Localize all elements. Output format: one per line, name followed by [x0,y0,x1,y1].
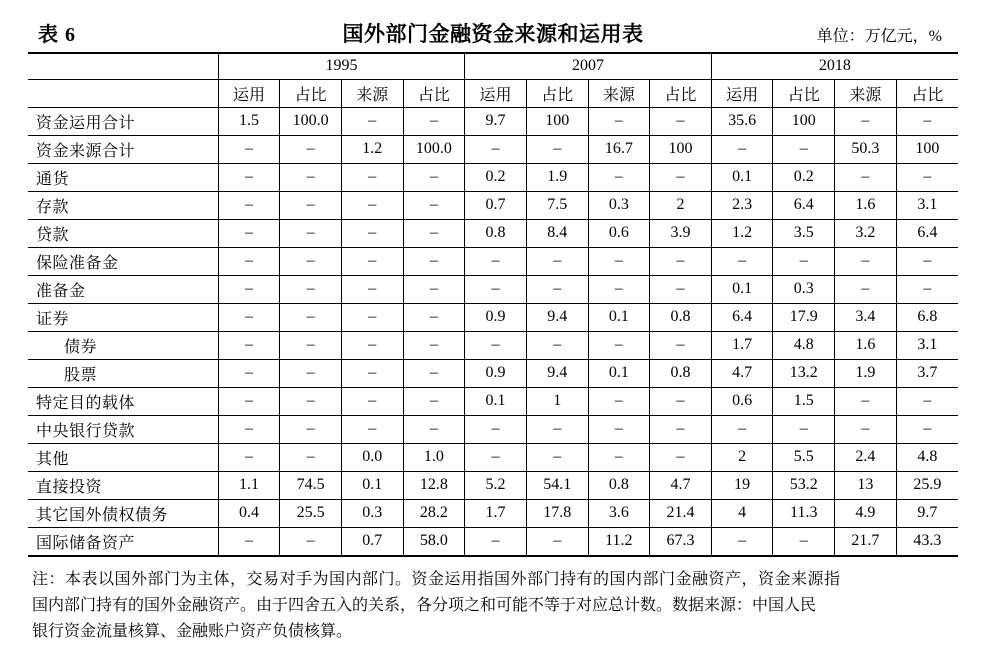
note-line-2: 国内部门持有的国外金融资产。由于四舍五入的关系，各分项之和可能不等于对应总计数。数据来源：中国人民 [32,596,817,614]
row-label: 国际储备资产 [28,527,218,556]
table-row [28,303,958,331]
table-cell: 0.1 [588,359,650,387]
table-cell: – [711,527,773,556]
table-cell: 4 [711,499,773,527]
table-cell: 13.2 [773,359,835,387]
table-cell: 0.6 [711,387,773,415]
table-cell: – [711,247,773,275]
year-group-1995: 1995 [218,53,465,79]
table-cell: 0.7 [465,191,527,219]
table-cell: 2 [711,443,773,471]
table-cell: – [280,191,342,219]
table-cell: – [588,387,650,415]
table-cell: 35.6 [711,107,773,135]
table-cell: – [773,415,835,443]
table-cell: 0.1 [711,275,773,303]
table-cell: 1.2 [341,135,403,163]
table-cell: – [650,107,712,135]
table-cell: 28.2 [403,499,465,527]
table-cell: 0.4 [218,499,280,527]
table-cell: – [588,163,650,191]
table-cell: – [218,331,280,359]
row-label: 其它国外债权债务 [28,499,218,527]
table-cell: – [588,247,650,275]
table-cell: 3.6 [588,499,650,527]
table-cell: – [465,275,527,303]
table-cell: 6.4 [773,191,835,219]
table-cell: 4.8 [896,443,958,471]
table-cell: 6.8 [896,303,958,331]
table-cell: 0.3 [588,191,650,219]
table-cell: 0.3 [773,275,835,303]
table-cell: 9.4 [526,359,588,387]
table-cell: – [403,247,465,275]
table-cell: – [403,415,465,443]
table-cell: – [465,443,527,471]
table-cell: 21.7 [835,527,897,556]
table-cell: – [650,163,712,191]
col-1995-source: 来源 [341,79,403,107]
col-2007-use-pct: 占比 [526,79,588,107]
table-cell: – [403,359,465,387]
table-cell: – [711,415,773,443]
table-cell: 3.1 [896,331,958,359]
table-cell: – [773,247,835,275]
row-label: 其他 [28,443,218,471]
table-cell: – [218,387,280,415]
table-row [28,415,958,443]
table-cell: – [341,359,403,387]
row-label: 债券 [28,331,218,359]
table-cell: – [218,303,280,331]
table-row [28,219,958,247]
table-cell: 1.7 [711,331,773,359]
table-cell: – [650,443,712,471]
table-cell: – [280,359,342,387]
row-label: 特定目的载体 [28,387,218,415]
table-cell: – [403,191,465,219]
table-row [28,359,958,387]
col-1995-use-pct: 占比 [280,79,342,107]
col-2018-use: 运用 [711,79,773,107]
table-cell: 100 [650,135,712,163]
financial-table [28,52,958,557]
table-body [28,107,958,556]
table-cell: – [835,275,897,303]
table-cell: 2.3 [711,191,773,219]
table-cell: 0.6 [588,219,650,247]
table-cell: – [341,387,403,415]
table-cell: 53.2 [773,471,835,499]
table-cell: 9.7 [465,107,527,135]
table-cell: 21.4 [650,499,712,527]
table-cell: – [526,527,588,556]
table-cell: – [280,527,342,556]
year-group-2007: 2007 [465,53,712,79]
col-2007-source-pct: 占比 [650,79,712,107]
table-cell: 67.3 [650,527,712,556]
table-cell: – [218,163,280,191]
table-cell: – [650,247,712,275]
table-number: 表 6 [38,24,76,46]
table-cell: 0.9 [465,303,527,331]
table-cell: 0.0 [341,443,403,471]
table-cell: – [403,303,465,331]
table-cell: 74.5 [280,471,342,499]
table-cell: – [341,163,403,191]
table-cell: 0.1 [588,303,650,331]
year-group-header-row [28,53,958,79]
table-cell: 1.7 [465,499,527,527]
table-cell: 58.0 [403,527,465,556]
table-cell: – [280,247,342,275]
row-label: 资金来源合计 [28,135,218,163]
table-cell: – [218,275,280,303]
table-cell: 17.8 [526,499,588,527]
table-cell: 0.1 [711,163,773,191]
table-cell: – [218,219,280,247]
table-cell: – [588,443,650,471]
row-label: 通货 [28,163,218,191]
table-cell: – [280,387,342,415]
row-label: 准备金 [28,275,218,303]
table-cell: – [280,443,342,471]
table-cell: 0.1 [465,387,527,415]
table-header-row [28,18,958,52]
row-label: 贷款 [28,219,218,247]
row-label: 保险准备金 [28,247,218,275]
table-cell: – [465,415,527,443]
table-cell: 1.9 [526,163,588,191]
corner-cell [28,53,218,79]
table-cell: 3.9 [650,219,712,247]
col-2018-use-pct: 占比 [773,79,835,107]
table-cell: 11.3 [773,499,835,527]
table-cell: 16.7 [588,135,650,163]
table-cell: 50.3 [835,135,897,163]
table-cell: – [280,275,342,303]
table-cell: 5.5 [773,443,835,471]
table-cell: – [465,247,527,275]
table-cell: – [218,527,280,556]
table-row [28,275,958,303]
table-cell: – [588,331,650,359]
table-cell: 0.8 [465,219,527,247]
table-cell: – [896,163,958,191]
table-cell: – [465,527,527,556]
table-row [28,135,958,163]
table-cell: – [773,135,835,163]
table-cell: – [835,163,897,191]
table-cell: – [465,135,527,163]
table-row [28,443,958,471]
year-group-2018: 2018 [711,53,958,79]
note-line-3: 银行资金流量核算、金融账户资产负债核算。 [32,623,353,641]
table-cell: 100.0 [280,107,342,135]
table-row [28,107,958,135]
table-cell: – [650,415,712,443]
table-cell: – [341,415,403,443]
table-cell: – [896,247,958,275]
table-cell: 0.8 [588,471,650,499]
table-cell: – [218,135,280,163]
table-cell: 19 [711,471,773,499]
col-2007-source: 来源 [588,79,650,107]
table-row [28,191,958,219]
table-cell: – [218,359,280,387]
table-row [28,499,958,527]
table-cell: 1.0 [403,443,465,471]
table-cell: 3.2 [835,219,897,247]
table-cell: 100.0 [403,135,465,163]
table-cell: 17.9 [773,303,835,331]
table-cell: – [835,387,897,415]
table-cell: 0.8 [650,303,712,331]
corner-cell-2 [28,79,218,107]
table-cell: 9.7 [896,499,958,527]
table-cell: – [280,331,342,359]
table-cell: – [896,107,958,135]
table-cell: – [588,275,650,303]
table-cell: 25.5 [280,499,342,527]
unit-label: 单位：万亿元，% [816,28,942,45]
table-cell: – [835,107,897,135]
table-row [28,247,958,275]
table-cell: 4.9 [835,499,897,527]
col-2018-source-pct: 占比 [896,79,958,107]
table-cell: – [403,275,465,303]
table-cell: – [280,135,342,163]
table-cell: – [650,387,712,415]
table-cell: 43.3 [896,527,958,556]
table-cell: 0.8 [650,359,712,387]
table-cell: – [403,331,465,359]
table-row [28,387,958,415]
table-cell: – [896,387,958,415]
table-cell: 13 [835,471,897,499]
table-cell: 1 [526,387,588,415]
table-cell: – [341,107,403,135]
table-cell: 1.6 [835,331,897,359]
table-cell: 2 [650,191,712,219]
table-cell: 11.2 [588,527,650,556]
table-cell: – [526,247,588,275]
table-cell: – [403,387,465,415]
table-cell: – [403,219,465,247]
table-cell: 4.8 [773,331,835,359]
table-cell: 8.4 [526,219,588,247]
table-cell: 100 [773,107,835,135]
table-cell: – [403,107,465,135]
row-label: 存款 [28,191,218,219]
page-title: 国外部门金融资金来源和运用表 [342,22,644,46]
row-label: 资金运用合计 [28,107,218,135]
table-cell: – [650,331,712,359]
table-cell: – [218,443,280,471]
table-cell: – [588,415,650,443]
table-cell: 1.5 [218,107,280,135]
table-cell: 100 [526,107,588,135]
table-cell: – [341,219,403,247]
table-cell: – [896,415,958,443]
table-cell: 1.5 [773,387,835,415]
col-1995-use: 运用 [218,79,280,107]
row-label: 股票 [28,359,218,387]
table-cell: – [218,191,280,219]
table-row [28,471,958,499]
table-cell: – [526,415,588,443]
table-cell: 0.9 [465,359,527,387]
table-cell: 0.7 [341,527,403,556]
table-cell: – [773,527,835,556]
table-cell: 0.3 [341,499,403,527]
table-cell: 3.7 [896,359,958,387]
table-cell: – [835,415,897,443]
row-label: 中央银行贷款 [28,415,218,443]
table-row [28,527,958,556]
table-cell: – [650,275,712,303]
table-cell: 25.9 [896,471,958,499]
table-cell: 7.5 [526,191,588,219]
table-cell: – [341,247,403,275]
table-cell: 3.4 [835,303,897,331]
table-cell: – [465,331,527,359]
table-row [28,331,958,359]
table-cell: 12.8 [403,471,465,499]
table-cell: 3.5 [773,219,835,247]
table-cell: – [588,107,650,135]
table-cell: – [526,331,588,359]
table-cell: – [526,135,588,163]
note-line-1: 注：本表以国外部门为主体，交易对手为国内部门。资金运用指国外部门持有的国内部门金融资产，资金来源指 [32,570,841,588]
table-head [28,53,958,107]
table-cell: – [218,415,280,443]
table-cell: 1.9 [835,359,897,387]
table-cell: 0.2 [465,163,527,191]
table-cell: – [403,163,465,191]
table-cell: – [341,191,403,219]
sub-header-row [28,79,958,107]
table-cell: 1.1 [218,471,280,499]
table-cell: – [526,275,588,303]
table-cell: – [835,247,897,275]
table-cell: 6.4 [896,219,958,247]
table-cell: – [341,275,403,303]
table-cell: – [218,247,280,275]
table-cell: 2.4 [835,443,897,471]
table-cell: – [341,331,403,359]
table-cell: – [711,135,773,163]
table-cell: 4.7 [711,359,773,387]
table-cell: – [280,219,342,247]
table-cell: 5.2 [465,471,527,499]
table-cell: – [280,303,342,331]
col-2007-use: 运用 [465,79,527,107]
table-cell: 4.7 [650,471,712,499]
table-row [28,163,958,191]
table-cell: – [280,163,342,191]
table-cell: 54.1 [526,471,588,499]
table-cell: 1.2 [711,219,773,247]
col-1995-source-pct: 占比 [403,79,465,107]
table-cell: 9.4 [526,303,588,331]
table-cell: 3.1 [896,191,958,219]
table-cell: 6.4 [711,303,773,331]
row-label: 直接投资 [28,471,218,499]
row-label: 证券 [28,303,218,331]
col-2018-source: 来源 [835,79,897,107]
table-cell: – [341,303,403,331]
table-cell: – [280,415,342,443]
table-cell: – [896,275,958,303]
table-cell: 1.6 [835,191,897,219]
table-cell: 0.1 [341,471,403,499]
table-cell: 0.2 [773,163,835,191]
table-cell: 100 [896,135,958,163]
table-notes [28,567,958,646]
table-cell: – [526,443,588,471]
